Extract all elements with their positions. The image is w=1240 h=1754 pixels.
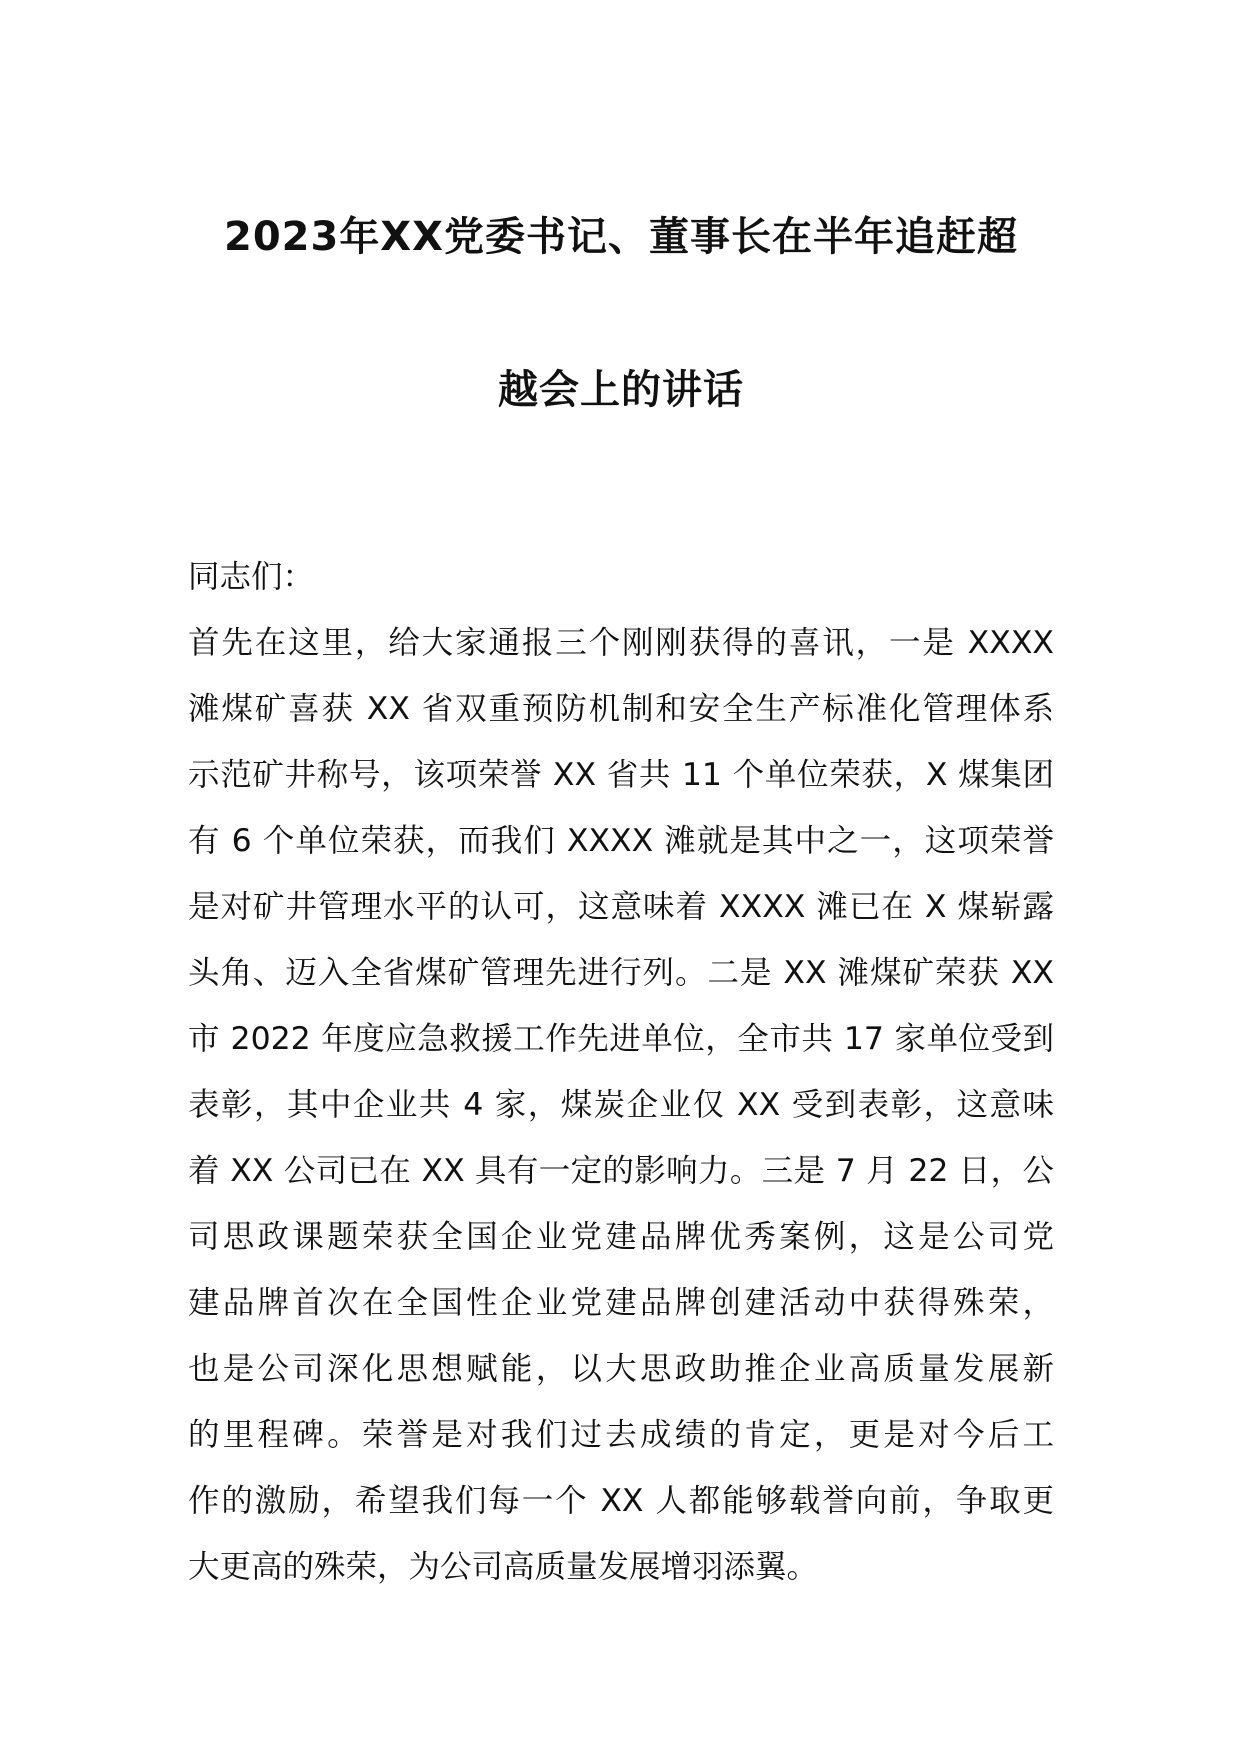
paragraph-line: 表彰，其中企业共 4 家，煤炭企业仅 XX 受到表彰，这意味 — [188, 1087, 1054, 1123]
paragraph-line: 示范矿井称号，该项荣誉 XX 省共 11 个单位荣获，X 煤集团 — [188, 757, 1054, 793]
paragraph-line: 滩煤矿喜获 XX 省双重预防机制和安全生产标准化管理体系 — [188, 691, 1054, 727]
paragraph-line: 建品牌首次在全国性企业党建品牌创建活动中获得殊荣， — [188, 1285, 1054, 1321]
title-line-2: 越会上的讲话 — [498, 367, 744, 413]
body-paragraph — [188, 610, 1054, 1600]
paragraph-line: 作的激励，希望我们每一个 XX 人都能够载誉向前，争取更 — [188, 1483, 1054, 1519]
paragraph-line: 的里程碑。荣誉是对我们过去成绩的肯定，更是对今后工 — [188, 1417, 1054, 1453]
paragraph-line: 有 6 个单位荣获，而我们 XXXX 滩就是其中之一，这项荣誉 — [188, 823, 1054, 859]
paragraph-line: 首先在这里，给大家通报三个刚刚获得的喜讯，一是 XXXX — [188, 625, 1054, 661]
paragraph-line: 头角、迈入全省煤矿管理先进行列。二是 XX 滩煤矿荣获 XX — [188, 955, 1054, 991]
paragraph-line: 司思政课题荣获全国企业党建品牌优秀案例，这是公司党 — [188, 1219, 1054, 1255]
paragraph-line: 大更高的殊荣，为公司高质量发展增羽添翼。 — [188, 1549, 819, 1585]
paragraph-line: 着 XX 公司已在 XX 具有一定的影响力。三是 7 月 22 日，公 — [188, 1153, 1054, 1189]
salutation: 同志们： — [188, 559, 315, 595]
paragraph-line: 也是公司深化思想赋能，以大思政助推企业高质量发展新 — [188, 1351, 1054, 1387]
paragraph-line: 是对矿井管理水平的认可，这意味着 XXXX 滩已在 X 煤崭露 — [188, 889, 1054, 925]
title-line-1: 2023年XX党委书记、董事长在半年追赶超 — [223, 214, 1018, 260]
paragraph-line: 市 2022 年度应急救援工作先进单位，全市共 17 家单位受到 — [188, 1021, 1054, 1057]
